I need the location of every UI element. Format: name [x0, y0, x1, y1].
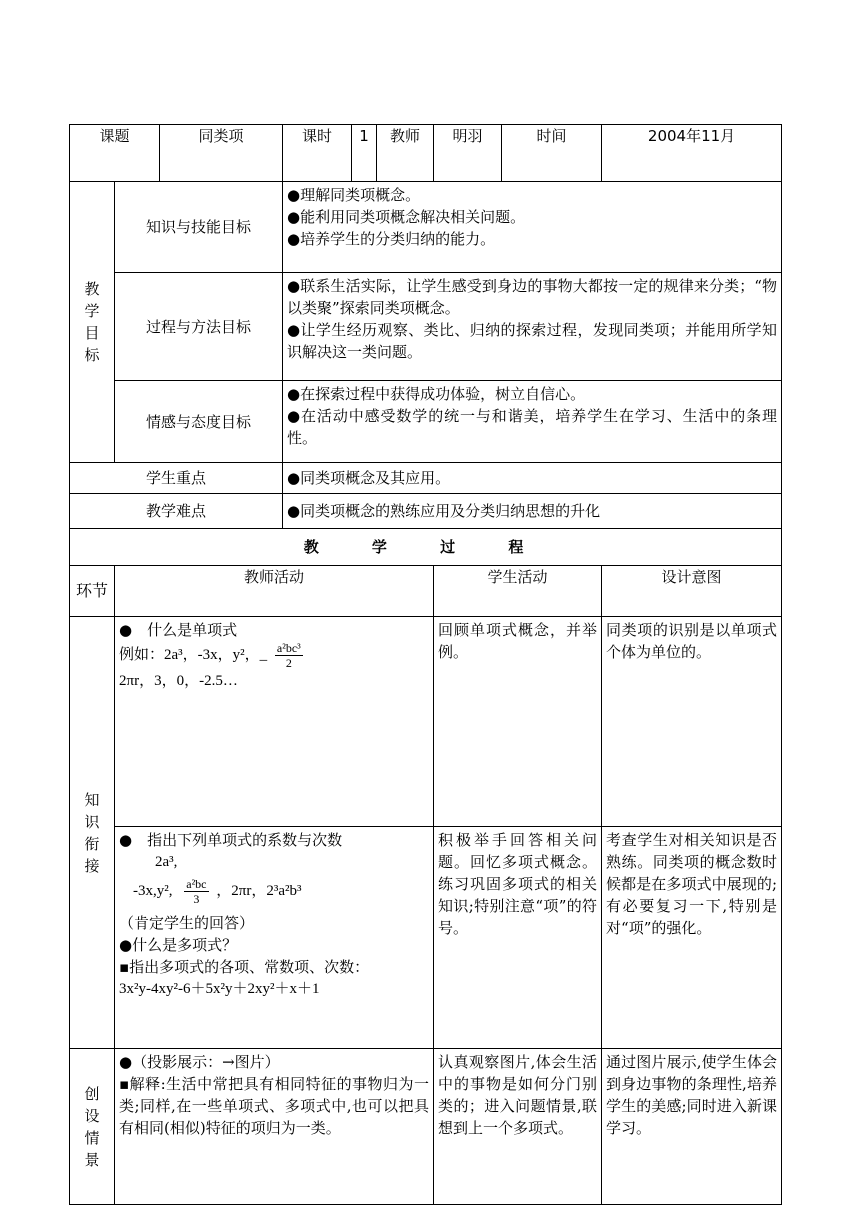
student-activity-cell: 回顾单项式概念，并举例。	[434, 617, 602, 827]
teacher-activity-header: 教师活动	[115, 566, 434, 617]
teacher-line: 2πr，3，0，-2.5…	[119, 673, 238, 689]
difficulty-text: ●同类项概念的熟练应用及分类归纳思想的升化	[283, 494, 782, 529]
design-intent-header: 设计意图	[602, 566, 782, 617]
process-goal-label: 过程与方法目标	[115, 273, 283, 381]
goal-line: ●理解同类项概念。	[287, 186, 421, 204]
teacher-line: 3x²y-4xy²-6＋5x²y＋2xy²＋x＋1	[119, 981, 320, 997]
goal-line: ●让学生经历观察、类比、归纳的探索过程，发现同类项；并能用所学知识解决这一类问题。	[287, 321, 778, 361]
goal-line: ●培养学生的分类归纳的能力。	[287, 230, 496, 248]
teacher-line: ● 指出下列单项式的系数与次数	[119, 831, 343, 849]
emotion-goal-text	[283, 381, 782, 463]
fraction-denominator: 3	[193, 892, 200, 906]
fraction	[184, 877, 208, 906]
time-label: 时间	[502, 125, 602, 182]
design-intent-cell: 考查学生对相关知识是否熟练。同类项的概念数时候都是在多项式中展现的;有必要复习一下,特别是对“项”的强化。	[602, 827, 782, 1049]
teacher-activity-cell	[115, 827, 434, 1049]
fraction-numerator: a²bc³	[276, 641, 301, 655]
design-intent-cell: 同类项的识别是以单项式个体为单位的。	[602, 617, 782, 827]
emotion-goal-label: 情感与态度目标	[115, 381, 283, 463]
design-intent-cell: 通过图片展示,使学生体会到身边事物的条理性,培养学生的美感;同时进入新课学习。	[602, 1049, 782, 1205]
stage-knowledge-link-label: 知识衔接	[70, 617, 115, 1049]
teacher-line: ●（投影展示：→图片）	[119, 1053, 280, 1071]
fraction-numerator: a²bc	[186, 877, 207, 891]
knowledge-goal-text	[283, 182, 782, 273]
monomial-list: ，2πr，2³a²b³	[216, 882, 302, 899]
process-title: 教 学 过 程	[70, 529, 782, 566]
student-activity-header: 学生活动	[434, 566, 602, 617]
teacher-line: ▪指出多项式的各项、常数项、次数：	[119, 958, 370, 976]
student-activity-cell: 认真观察图片,体会生活中的事物是如何分门别类的；进入问题情景,联想到上一个多项式。	[434, 1049, 602, 1205]
fraction	[275, 641, 303, 670]
student-activity-cell: 积极举手回答相关问题。回忆多项式概念。练习巩固多项式的相关知识;特别注意“项”的符号。	[434, 827, 602, 1049]
example-list: 例如：2a³，-3x，y²，_	[119, 646, 268, 663]
teacher-line: ● 什么是单项式	[119, 621, 238, 639]
key-point-text: ●同类项概念及其应用。	[283, 463, 782, 494]
teacher-activity-cell	[115, 1049, 434, 1205]
hours-value: 1	[352, 125, 377, 182]
stage-header: 环节	[70, 566, 115, 617]
header-row	[70, 125, 782, 182]
lesson-plan-table	[69, 124, 782, 1205]
teacher-line: ●什么是多项式？	[119, 936, 238, 954]
teacher-line: 2a³,	[155, 854, 178, 870]
teacher-line	[119, 877, 429, 906]
goal-line: ●在活动中感受数学的统一与和谐美，培养学生在学习、生活中的条理性。	[287, 407, 778, 447]
fraction-denominator: 2	[285, 656, 292, 670]
teacher-line	[119, 641, 429, 670]
hours-label: 课时	[283, 125, 352, 182]
process-header-row	[70, 566, 782, 617]
teacher-line: ▪解释:生活中常把具有相同特征的事物归为一类;同样,在一些单项式、多项式中,也可以把具有相同(相似)特征的项归为一类。	[119, 1075, 430, 1137]
key-point-label: 学生重点	[70, 463, 283, 494]
monomial-list: -3x,y²,	[133, 882, 173, 899]
topic-label: 课题	[70, 125, 160, 182]
difficulty-label: 教学难点	[70, 494, 283, 529]
knowledge-goal-label: 知识与技能目标	[115, 182, 283, 273]
teacher-label: 教师	[377, 125, 434, 182]
stage-scenario-label: 创设情景	[70, 1049, 115, 1205]
teacher-line: （肯定学生的回答）	[119, 914, 255, 932]
teacher-activity-cell	[115, 617, 434, 827]
goals-group-label: 教学目标	[70, 182, 115, 463]
process-goal-text	[283, 273, 782, 381]
goal-line: ●在探索过程中获得成功体验，树立自信心。	[287, 385, 586, 403]
time-value: 2004年11月	[602, 125, 782, 182]
topic-value: 同类项	[160, 125, 283, 182]
goal-line: ●能利用同类项概念解决相关问题。	[287, 208, 526, 226]
goal-line: ●联系生活实际，让学生感受到身边的事物大都按一定的规律来分类；“物以类聚”探索同类项概念。	[287, 277, 778, 317]
teacher-value: 明羽	[434, 125, 502, 182]
